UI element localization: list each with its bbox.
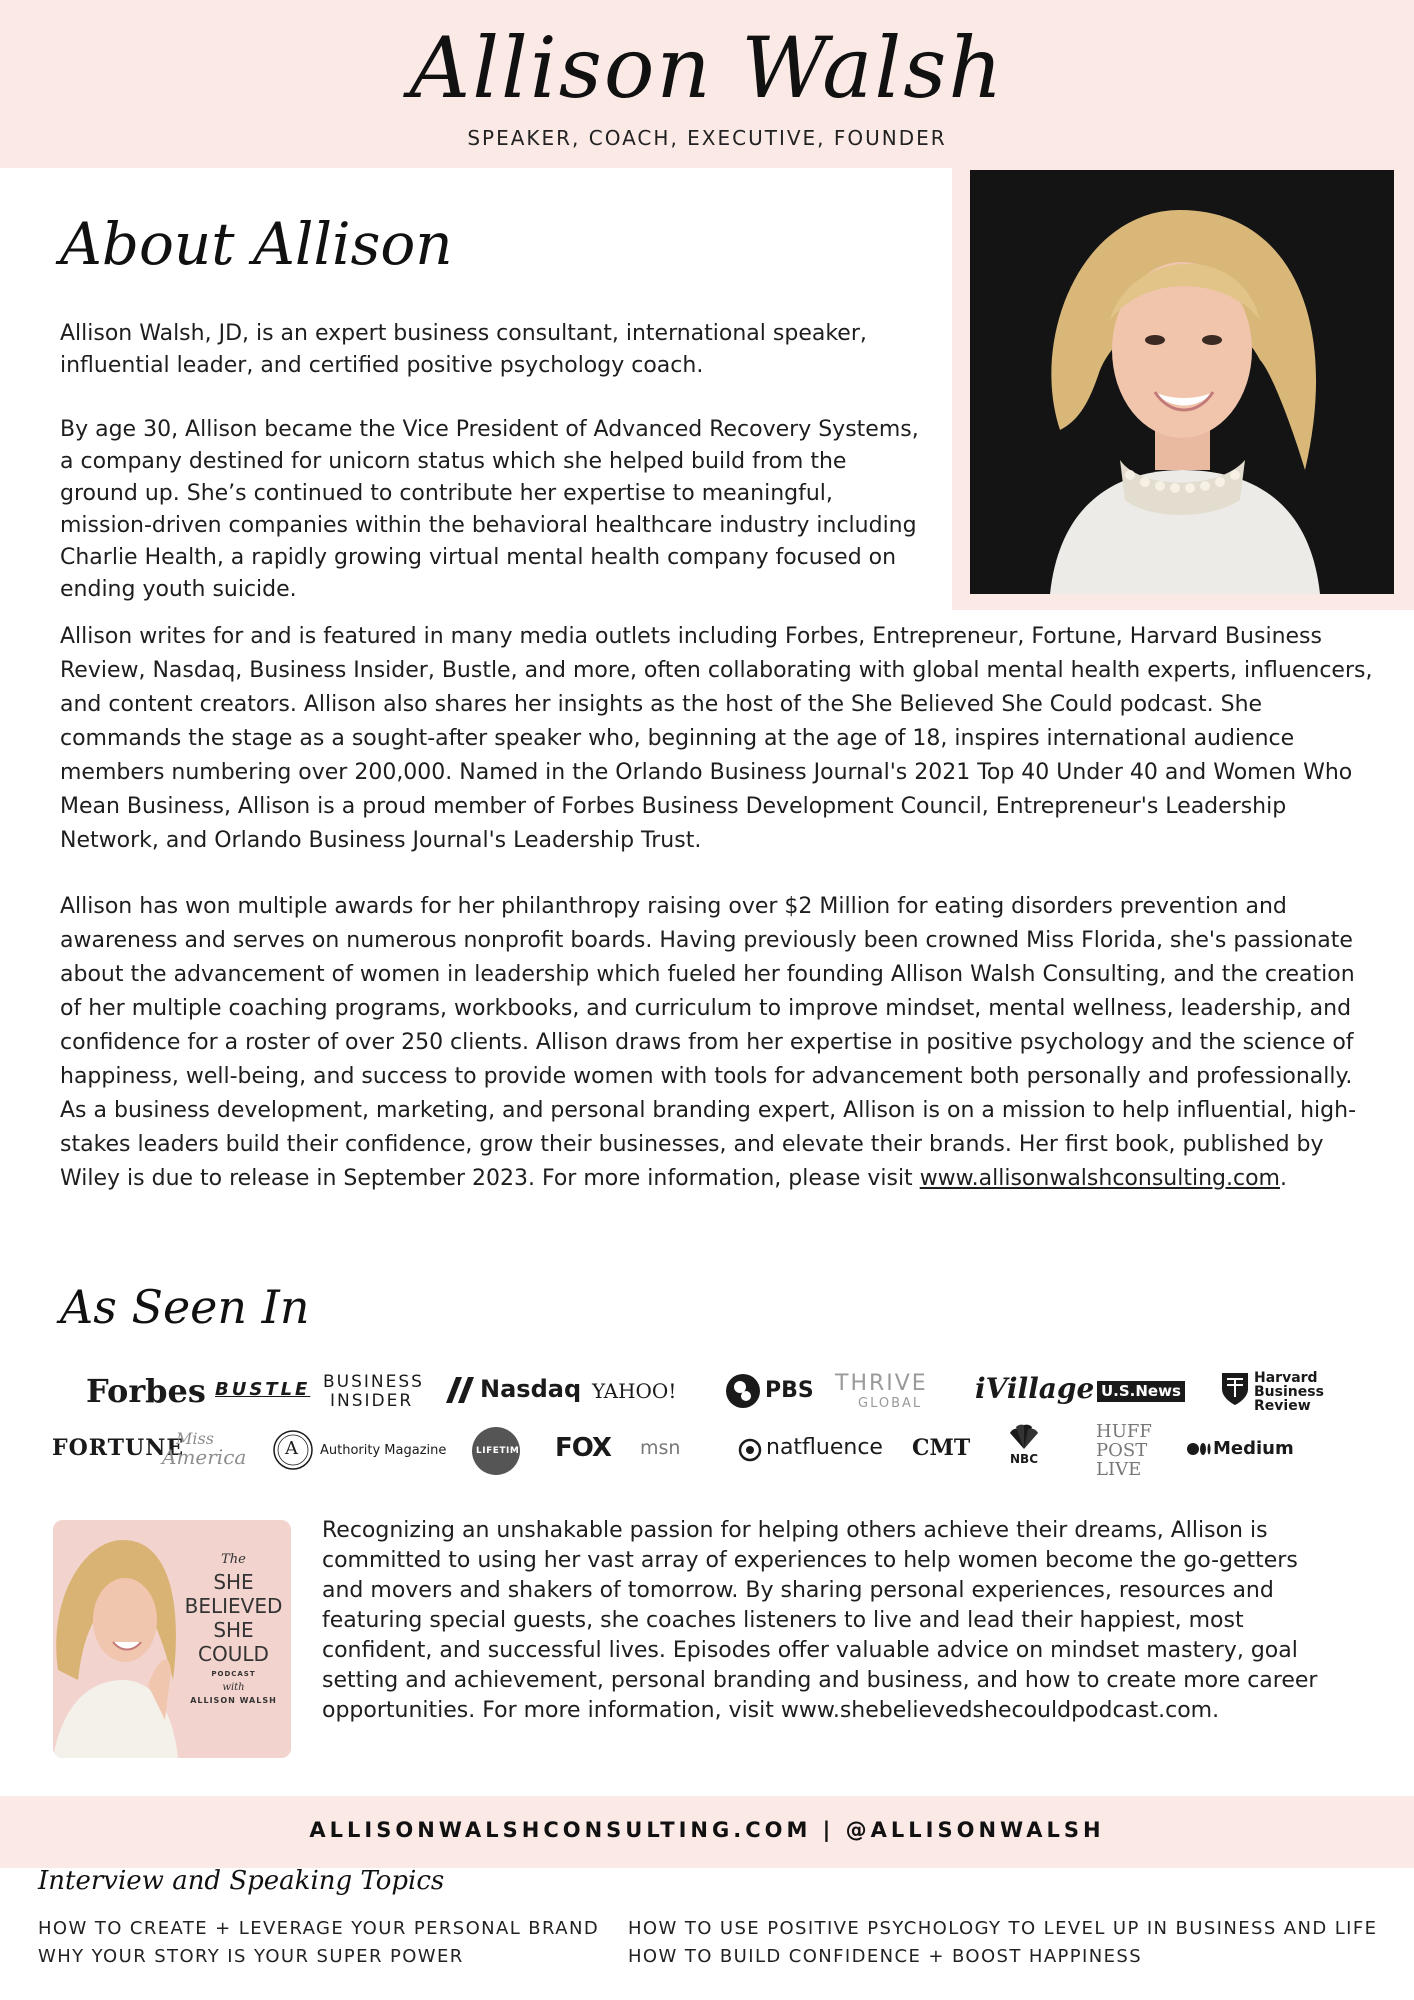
- huffpost-live-logo-line2: POST: [1096, 1440, 1148, 1461]
- podcast-cover-title-2: BELIEVED: [184, 1594, 283, 1618]
- podcast-cover-title-1: SHE: [213, 1570, 254, 1594]
- topic-item: WHY YOUR STORY IS YOUR SUPER POWER: [38, 1946, 464, 1967]
- business-insider-logo-line2: INSIDER: [330, 1391, 414, 1411]
- nbc-peacock-icon: [1006, 1423, 1042, 1454]
- podcast-cover-the: The: [221, 1552, 246, 1567]
- podcast-cover-title-3: SHE: [213, 1618, 254, 1642]
- media-logos: [40, 1365, 1380, 1485]
- pbs-icon: [725, 1373, 761, 1412]
- about-paragraph-4: [60, 890, 1380, 1196]
- hbr-logo-line2: Business: [1254, 1384, 1324, 1400]
- about-paragraph-3: Allison writes for and is featured in many media outlets including Forbes, Entrepreneur, Fortune, Harvard Business Review, Nasdaq, Business Insider, Bustle, and more, often collaborating with global mental health experts, influencers, and content creators. Allison also shares her insights as the host of the She Believed She Could podcast. She commands the stage as a sought-after speaker who, beginning at the age of 18, inspires international audience members numbering over 200,000. Named in the Orlando Business Journal's 2021 Top 40 Under 40 and Women Who Mean Business, Allison is a proud member of Forbes Business Development Council, Entrepreneur's Leadership Network, and Orlando Business Journal's Leadership Trust.: [60, 624, 1373, 853]
- pbs-logo: PBS: [765, 1378, 814, 1403]
- huffpost-live-logo-line3: LIVE: [1096, 1459, 1142, 1480]
- yahoo-logo: YAHOO!: [592, 1379, 677, 1403]
- thrive-global-logo-line2: GLOBAL: [858, 1396, 923, 1411]
- miss-america-logo-line1: Miss: [176, 1429, 214, 1448]
- natfluence-icon: [738, 1438, 762, 1465]
- hbr-logo-line3: Review: [1254, 1398, 1311, 1414]
- ivillage-logo: iVillage: [975, 1372, 1095, 1405]
- fortune-logo: FORTUNE: [52, 1435, 185, 1461]
- topic-item: HOW TO CREATE + LEVERAGE YOUR PERSONAL BRAND: [38, 1918, 600, 1939]
- thrive-global-logo-line1: THRIVE: [835, 1371, 928, 1396]
- lifetime-logo-text: LIFETIME: [476, 1446, 526, 1456]
- about-paragraph-1: Allison Walsh, JD, is an expert business consultant, international speaker, influential leader, and certified positive psychology coach.: [60, 321, 867, 378]
- topic-item: HOW TO USE POSITIVE PSYCHOLOGY TO LEVEL UP IN BUSINESS AND LIFE: [628, 1918, 1378, 1939]
- consulting-website-link[interactable]: www.allisonwalshconsulting.com: [919, 1166, 1280, 1191]
- medium-logo: Medium: [1213, 1438, 1294, 1459]
- podcast-cover-host: ALLISON WALSH: [190, 1696, 277, 1705]
- about-heading: About Allison: [60, 210, 453, 278]
- natfluence-logo: natfluence: [766, 1435, 883, 1460]
- business-insider-logo-line1: BUSINESS: [323, 1372, 424, 1392]
- contact-text[interactable]: ALLISONWALSHCONSULTING.COM | @ALLISONWALSH: [309, 1818, 1105, 1842]
- header-band: [0, 0, 1414, 168]
- podcast-cover-title-4: COULD: [198, 1642, 269, 1666]
- authority-magazine-letter: A: [285, 1438, 298, 1459]
- cmt-logo: CMT: [912, 1435, 971, 1461]
- nasdaq-logo: Nasdaq: [480, 1375, 582, 1403]
- us-news-logo: U.S.News: [1097, 1381, 1185, 1402]
- seen-in-heading: As Seen In: [60, 1280, 310, 1334]
- podcast-cover-with: with: [222, 1682, 245, 1693]
- contact-band: [0, 1796, 1414, 1868]
- podcast-cover-title: [176, 1570, 291, 1666]
- about-paragraph-4-end: .: [1279, 1166, 1287, 1191]
- forbes-logo: Forbes: [86, 1372, 206, 1410]
- speaker-name: Allison Walsh: [409, 19, 1005, 117]
- headshot-illustration: [970, 170, 1394, 594]
- fox-logo: FOX: [555, 1433, 611, 1463]
- hbr-logo-line1: Harvard: [1254, 1370, 1318, 1386]
- authority-magazine-logo: Authority Magazine: [320, 1443, 447, 1458]
- podcast-description: Recognizing an unshakable passion for helping others achieve their dreams, Allison is committed to using her vast array of experiences to help women become the go-getters and movers and shakers of tomorrow. By sharing personal experiences, resources and featuring special guests, she coaches listeners to live and lead their happiest, most confident, and successful lives. Episodes offer valuable advice on mindset mastery, goal setting and achievement, personal branding and business, and how to create more career opportunities. For more information, visit www.shebelievedshecouldpodcast.com.: [322, 1518, 1318, 1723]
- podcast-cover-sub: PODCAST: [211, 1670, 256, 1678]
- bustle-logo: BUSTLE: [215, 1379, 311, 1400]
- headshot-photo: [970, 170, 1394, 594]
- topics-heading: Interview and Speaking Topics: [38, 1866, 445, 1896]
- speaker-tagline: SPEAKER, COACH, EXECUTIVE, FOUNDER: [467, 126, 947, 150]
- harvard-shield-icon: [1220, 1371, 1250, 1410]
- miss-america-logo-line2: America: [162, 1445, 247, 1469]
- medium-icon: [1186, 1442, 1212, 1459]
- about-paragraph-2: By age 30, Allison became the Vice President of Advanced Recovery Systems, a company destined for unicorn status which she helped build from the ground up. She’s continued to contribute her expertise to meaningful, mission-driven companies within the behavioral healthcare industry including Charlie Health, a rapidly growing virtual mental health company focused on ending youth suicide.: [60, 417, 919, 602]
- huffpost-live-logo-line1: HUFF: [1096, 1421, 1152, 1442]
- podcast-cover: [53, 1520, 291, 1758]
- nbc-logo: NBC: [1010, 1452, 1038, 1466]
- about-paragraph-4-text: Allison has won multiple awards for her philanthropy raising over $2 Million for eating disorders prevention and awareness and serves on numerous nonprofit boards. Having previously been crowned Miss Florida, she's passionate about the advancement of women in leadership which fueled her founding Allison Walsh Consulting, and the creation of her multiple coaching programs, workbooks, and curriculum to improve mindset, mental wellness, leadership, and confidence for a roster of over 250 clients. Allison draws from her expertise in positive psychology and the science of happiness, well-being, and success to provide women with tools for advancement both personally and professionally. As a business development, marketing, and personal branding expert, Allison is on a mission to help influential, high-stakes leaders build their confidence, grow their businesses, and elevate their brands. Her first book, published by Wiley is due to release in September 2023. For more information, please visit: [60, 894, 1357, 1191]
- nasdaq-icon: [444, 1375, 476, 1408]
- msn-logo: msn: [640, 1437, 681, 1459]
- topic-item: HOW TO BUILD CONFIDENCE + BOOST HAPPINESS: [628, 1946, 1143, 1967]
